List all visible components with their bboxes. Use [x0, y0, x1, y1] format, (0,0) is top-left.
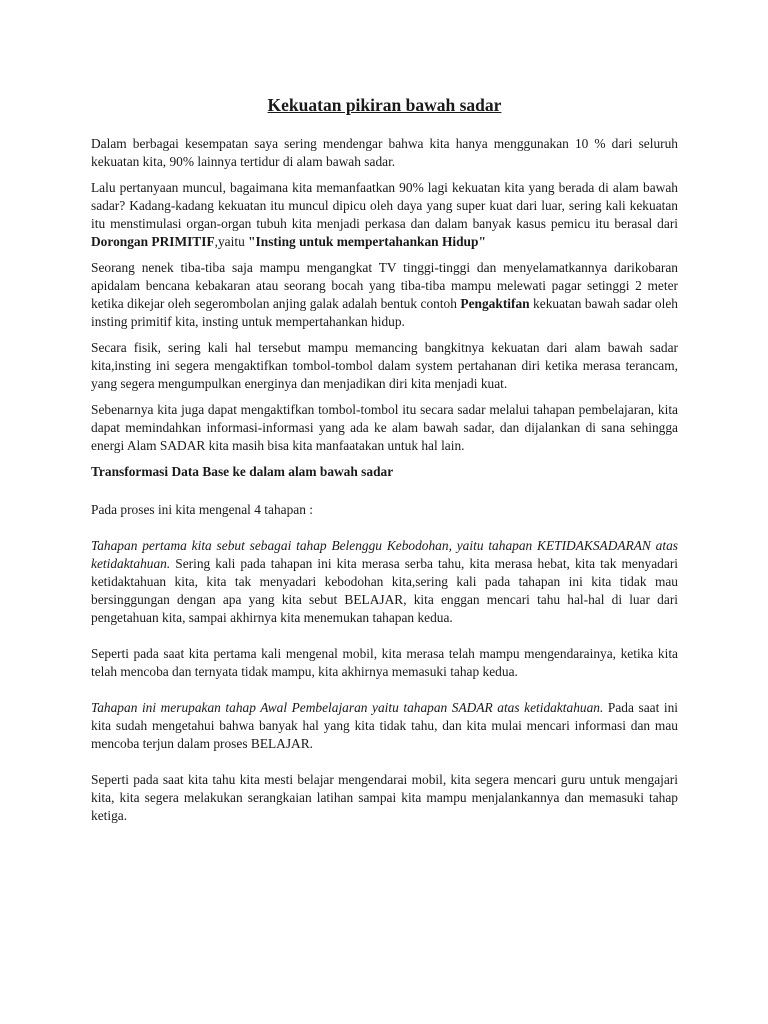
paragraph-conscious: Sebenarnya kita juga dapat mengaktifkan tombol-tombol itu secara sadar melalui tahapan pembelajaran, kita dapat memindahkan informasi-informasi yang ada ke alam bawah sadar, dan dijalankan di sana sehingga energi Alam SADAR kita masih bisa kita manfaatakan untuk hal lain. [91, 402, 678, 453]
paragraph-example-text: Seorang nenek tiba-tiba saja mampu mengangkat TV tinggi-tinggi dan menyelamatkannya darikobaran apidalam bencana kebakaran atau seorang bocah yang tiba-tiba mampu melewati pagar setinggi 2 meter ketika dikejar oleh segerombolan anjing galak adalah bentuk contoh [91, 260, 678, 311]
document-title: Kekuatan pikiran bawah sadar [267, 95, 502, 115]
paragraph-physical: Secara fisik, sering kali hal tersebut mampu memancing bangkitnya kekuatan dari alam bawah sadar kita,insting ini segera mengaktifkan tombol-tombol dalam system pertahanan diri ketika merasa terancam, yang segera mengumpulkan energinya dan menjadikan diri kita menjadi kuat. [91, 340, 678, 391]
paragraph-stage-two [91, 699, 678, 753]
bold-pengaktifan: Pengaktifan [460, 296, 530, 311]
paragraph-car-learning: Seperti pada saat kita tahu kita mesti belajar mengendarai mobil, kita segera mencari guru untuk mengajari kita, kita segera melakukan serangkaian latihan sampai kita mampu menjalankannya dan memasuki tahap ketiga. [91, 772, 678, 823]
paragraph-stages-intro: Pada proses ini kita mengenal 4 tahapan : [91, 502, 313, 517]
paragraph-car-example: Seperti pada saat kita pertama kali mengenal mobil, kita merasa telah mampu mengendarainya, ketika kita telah mencoba dan ternyata tidak mampu, kita akhirnya memasuki tahap kedua. [91, 646, 678, 679]
paragraph-intro: Dalam berbagai kesempatan saya sering mendengar bahwa kita hanya menggunakan 10 % dari seluruh kekuatan kita, 90% lainnya tertidur di alam bawah sadar. [91, 136, 678, 169]
paragraph-stage-one-text: Sering kali pada tahapan ini kita merasa serba tahu, kita merasa hebat, kita tak menyadari ketidaktahuan kita, kita tak menyadari kebodohan kita,sering kali pada tahapan ini kita tidak mau bersinggungan dengan apa yang kita sebut BELAJAR, kita enggan mencari tahu hal-hal di luar dari pengetahuan kita, sampai akhirnya kita menemukan tahapan kedua. [91, 556, 678, 625]
paragraph-question [91, 179, 678, 251]
paragraph-example [91, 259, 678, 331]
bold-insting: "Insting untuk mempertahankan Hidup" [248, 234, 486, 249]
paragraph-stage-two-text: Pada saat ini kita sudah mengetahui bahwa banyak hal yang kita tidak tahu, dan kita mulai mencari informasi dan mau mencoba terjun dalam proses BELAJAR. [91, 700, 678, 751]
section-heading: Transformasi Data Base ke dalam alam bawah sadar [91, 464, 394, 479]
paragraph-question-mid: ,yaitu [214, 234, 249, 249]
italic-stage-one: Tahapan pertama kita sebut sebagai tahap Belenggu Kebodohan, yaitu tahapan KETIDAKSADARAN atas ketidaktahuan. [91, 538, 678, 571]
bold-dorongan-primitif: Dorongan PRIMITIF [91, 234, 215, 249]
italic-stage-two: Tahapan ini merupakan tahap Awal Pembelajaran yaitu tahapan SADAR atas ketidaktahuan. [91, 700, 604, 715]
document-page [91, 95, 678, 833]
paragraph-example-rest: kekuatan bawah sadar oleh insting primitif kita, insting untuk mempertahankan hidup. [91, 296, 678, 329]
paragraph-stage-one [91, 537, 678, 627]
paragraph-question-text: Lalu pertanyaan muncul, bagaimana kita memanfaatkan 90% lagi kekuatan kita yang berada di alam bawah sadar? Kadang-kadang kekuatan itu muncul dipicu oleh daya yang super kuat dari luar, sering kali kekuatan itu menstimulasi organ-organ tubuh kita menjadi perkasa dan dalam banyak kasus pemicu itu berasal dari [91, 180, 678, 231]
